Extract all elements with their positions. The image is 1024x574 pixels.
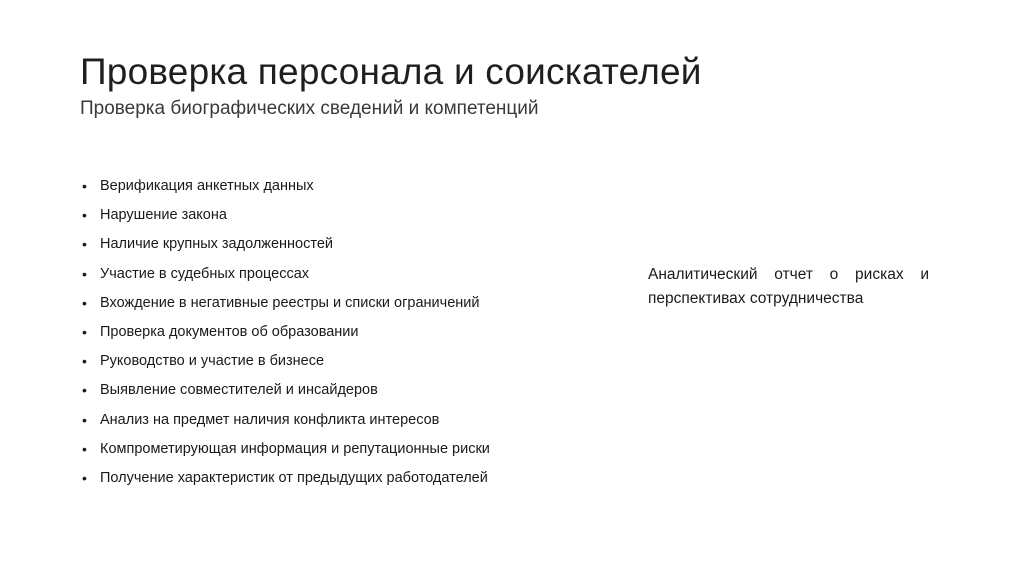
bullet-icon: • — [82, 178, 87, 194]
bullet-icon: • — [82, 207, 87, 224]
list-item-text: Наличие крупных задолженностей — [100, 236, 334, 253]
bullet-list — [80, 172, 490, 493]
list-item — [80, 230, 490, 259]
bullet-icon: • — [82, 294, 87, 311]
bullet-icon: • — [82, 353, 87, 370]
list-item — [80, 464, 490, 493]
list-item-text: Вхождение в негативные реестры и списки ограничений — [100, 294, 480, 311]
bullet-icon: • — [82, 382, 87, 399]
list-item-text: Выявление совместителей и инсайдеров — [100, 382, 378, 399]
bullet-icon: • — [82, 470, 87, 487]
bullet-icon: • — [82, 440, 87, 457]
list-item — [80, 347, 490, 376]
list-item — [80, 289, 490, 318]
list-item-text: Участие в судебных процессах — [100, 265, 310, 282]
list-item-text: Получение характеристик от предыдущих работодателей — [100, 470, 488, 487]
slide-subtitle: Проверка биографических сведений и компетенций — [80, 98, 539, 119]
list-item — [80, 260, 490, 289]
list-item — [80, 201, 490, 230]
bullet-icon: • — [82, 236, 87, 253]
list-item — [80, 318, 490, 347]
list-item — [80, 172, 490, 201]
list-item — [80, 435, 490, 464]
bullet-icon: • — [82, 265, 87, 282]
bullet-icon: • — [82, 324, 87, 341]
bullet-icon: • — [82, 411, 87, 428]
side-note: Аналитический отчет о рисках и перспективах сотрудничества — [648, 266, 929, 307]
slide-title: Проверка персонала и соискателей — [80, 51, 702, 92]
list-item-text: Нарушение закона — [100, 207, 227, 224]
list-item — [80, 406, 490, 435]
list-item-text: Компрометирующая информация и репутационные риски — [100, 440, 490, 457]
list-item-text: Анализ на предмет наличия конфликта интересов — [100, 411, 440, 428]
list-item — [80, 376, 490, 405]
list-item-text: Руководство и участие в бизнесе — [100, 353, 325, 370]
list-item-text: Верификация анкетных данных — [100, 178, 314, 194]
list-item-text: Проверка документов об образовании — [100, 324, 359, 341]
